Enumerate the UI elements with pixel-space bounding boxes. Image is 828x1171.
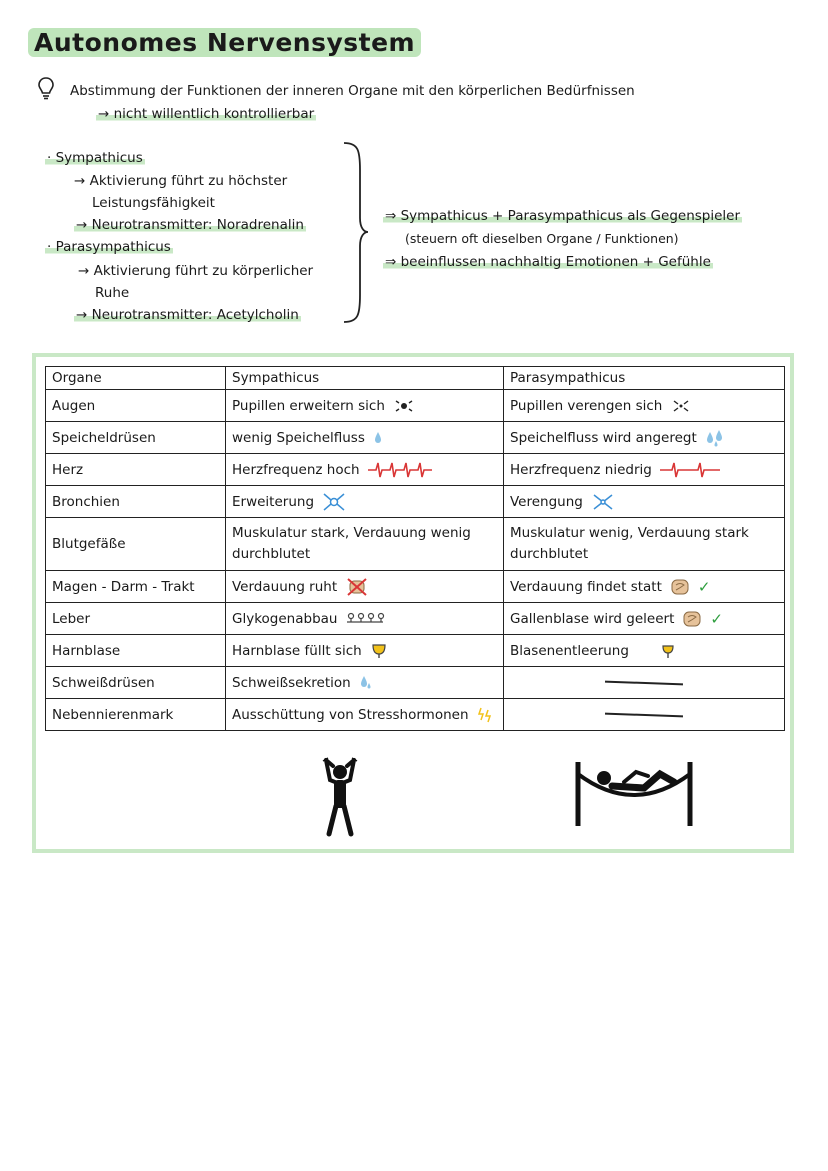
table-row bbox=[46, 422, 785, 454]
para-cell: Blasenentleerung bbox=[504, 635, 785, 667]
check-icon: ✓ bbox=[697, 577, 711, 596]
lightning-icon bbox=[477, 706, 493, 724]
sym-cell: Herzfrequenz hoch bbox=[226, 454, 504, 486]
table-row bbox=[46, 603, 785, 635]
page-title: Autonomes Nervensystem bbox=[28, 28, 421, 57]
droplet-icon bbox=[705, 429, 725, 447]
heartbeat-icon bbox=[368, 461, 432, 479]
organ-cell: Bronchien bbox=[46, 486, 226, 518]
droplet-icon bbox=[359, 674, 373, 692]
glycogen-icon bbox=[345, 612, 385, 626]
table-row bbox=[46, 486, 785, 518]
intestine-icon bbox=[682, 610, 702, 628]
bronchi-icon bbox=[591, 492, 615, 512]
organ-cell: Magen - Darm - Trakt bbox=[46, 571, 226, 603]
sym-cell: Glykogenabbau bbox=[226, 603, 504, 635]
sym-cell: Ausschüttung von Stresshormonen bbox=[226, 699, 504, 731]
organ-cell: Schweißdrüsen bbox=[46, 667, 226, 699]
table-row bbox=[46, 518, 785, 571]
organ-cell: Harnblase bbox=[46, 635, 226, 667]
table-row bbox=[46, 699, 785, 731]
table-row bbox=[46, 667, 785, 699]
table-row bbox=[46, 454, 785, 486]
para-note-c: → Neurotransmitter: Acetylcholin bbox=[76, 307, 299, 323]
sym-note-c: → Neurotransmitter: Noradrenalin bbox=[76, 217, 304, 233]
para-cell: Verengung bbox=[504, 486, 785, 518]
sym-cell: Erweiterung bbox=[226, 486, 504, 518]
para-cell: Herzfrequenz niedrig bbox=[504, 454, 785, 486]
empty-dash bbox=[605, 712, 683, 716]
sym-cell: Verdauung ruht bbox=[226, 571, 504, 603]
empty-dash bbox=[605, 680, 683, 684]
sym-cell: Muskulatur stark, Verdauung wenig durchblutet bbox=[226, 518, 504, 571]
table-row bbox=[46, 571, 785, 603]
cross-icon bbox=[345, 577, 369, 597]
bronchi-icon bbox=[322, 492, 346, 512]
para-cell: Pupillen verengen sich bbox=[504, 390, 785, 422]
para-cell: Muskulatur wenig, Verdauung stark durchblutet bbox=[504, 518, 785, 571]
sym-cell: Schweißsekretion bbox=[226, 667, 504, 699]
pupil-dilated-icon bbox=[393, 399, 415, 413]
organ-cell: Blutgefäße bbox=[46, 518, 226, 571]
intestine-icon bbox=[670, 578, 690, 596]
para-cell bbox=[504, 667, 785, 699]
brace-icon bbox=[340, 140, 370, 325]
organ-cell: Augen bbox=[46, 390, 226, 422]
para-note-b: Ruhe bbox=[95, 285, 130, 301]
para-title: · Parasympathicus bbox=[47, 239, 171, 255]
para-cell: Speichelfluss wird angeregt bbox=[504, 422, 785, 454]
organ-cell: Herz bbox=[46, 454, 226, 486]
table-row bbox=[46, 390, 785, 422]
sym-note-a: → Aktivierung führt zu höchster bbox=[74, 173, 288, 189]
antagonist-subnote: (steuern oft dieselben Organe / Funktionen) bbox=[405, 231, 679, 246]
table-header-row bbox=[46, 367, 785, 390]
heartbeat-icon bbox=[660, 461, 720, 479]
sym-cell: Harnblase füllt sich bbox=[226, 635, 504, 667]
header-sym: Sympathicus bbox=[226, 367, 504, 390]
table-row bbox=[46, 635, 785, 667]
sym-cell: Pupillen erweitern sich bbox=[226, 390, 504, 422]
droplet-icon bbox=[373, 431, 383, 445]
hammock-icon bbox=[574, 758, 696, 828]
organ-cell: Leber bbox=[46, 603, 226, 635]
header-organ: Organe bbox=[46, 367, 226, 390]
organ-cell: Speicheldrüsen bbox=[46, 422, 226, 454]
header-para: Parasympathicus bbox=[504, 367, 785, 390]
sym-title: · Sympathicus bbox=[47, 150, 143, 166]
check-icon: ✓ bbox=[710, 609, 723, 628]
para-cell bbox=[504, 699, 785, 731]
intro-subline: → nicht willentlich kontrollierbar bbox=[98, 106, 315, 122]
antagonist-note: ⇒ Sympathicus + Parasympathicus als Gegenspieler bbox=[385, 208, 741, 224]
comparison-table bbox=[45, 366, 785, 731]
bladder-icon bbox=[659, 642, 677, 660]
stressed-person-icon bbox=[318, 756, 362, 838]
sym-cell: wenig Speichelfluss bbox=[226, 422, 504, 454]
organ-cell: Nebennierenmark bbox=[46, 699, 226, 731]
lightbulb-icon bbox=[37, 76, 55, 100]
para-note-a: → Aktivierung führt zu körperlicher bbox=[78, 263, 314, 279]
pupil-constricted-icon bbox=[670, 399, 692, 413]
para-cell: Gallenblase wird geleert ✓ bbox=[504, 603, 785, 635]
intro-line: Abstimmung der Funktionen der inneren Organe mit den körperlichen Bedürfnissen bbox=[70, 83, 635, 99]
emotion-note: ⇒ beeinflussen nachhaltig Emotionen + Gefühle bbox=[385, 254, 711, 270]
sym-note-b: Leistungsfähigkeit bbox=[92, 195, 215, 211]
para-cell: Verdauung findet statt ✓ bbox=[504, 571, 785, 603]
bladder-icon bbox=[370, 642, 388, 660]
